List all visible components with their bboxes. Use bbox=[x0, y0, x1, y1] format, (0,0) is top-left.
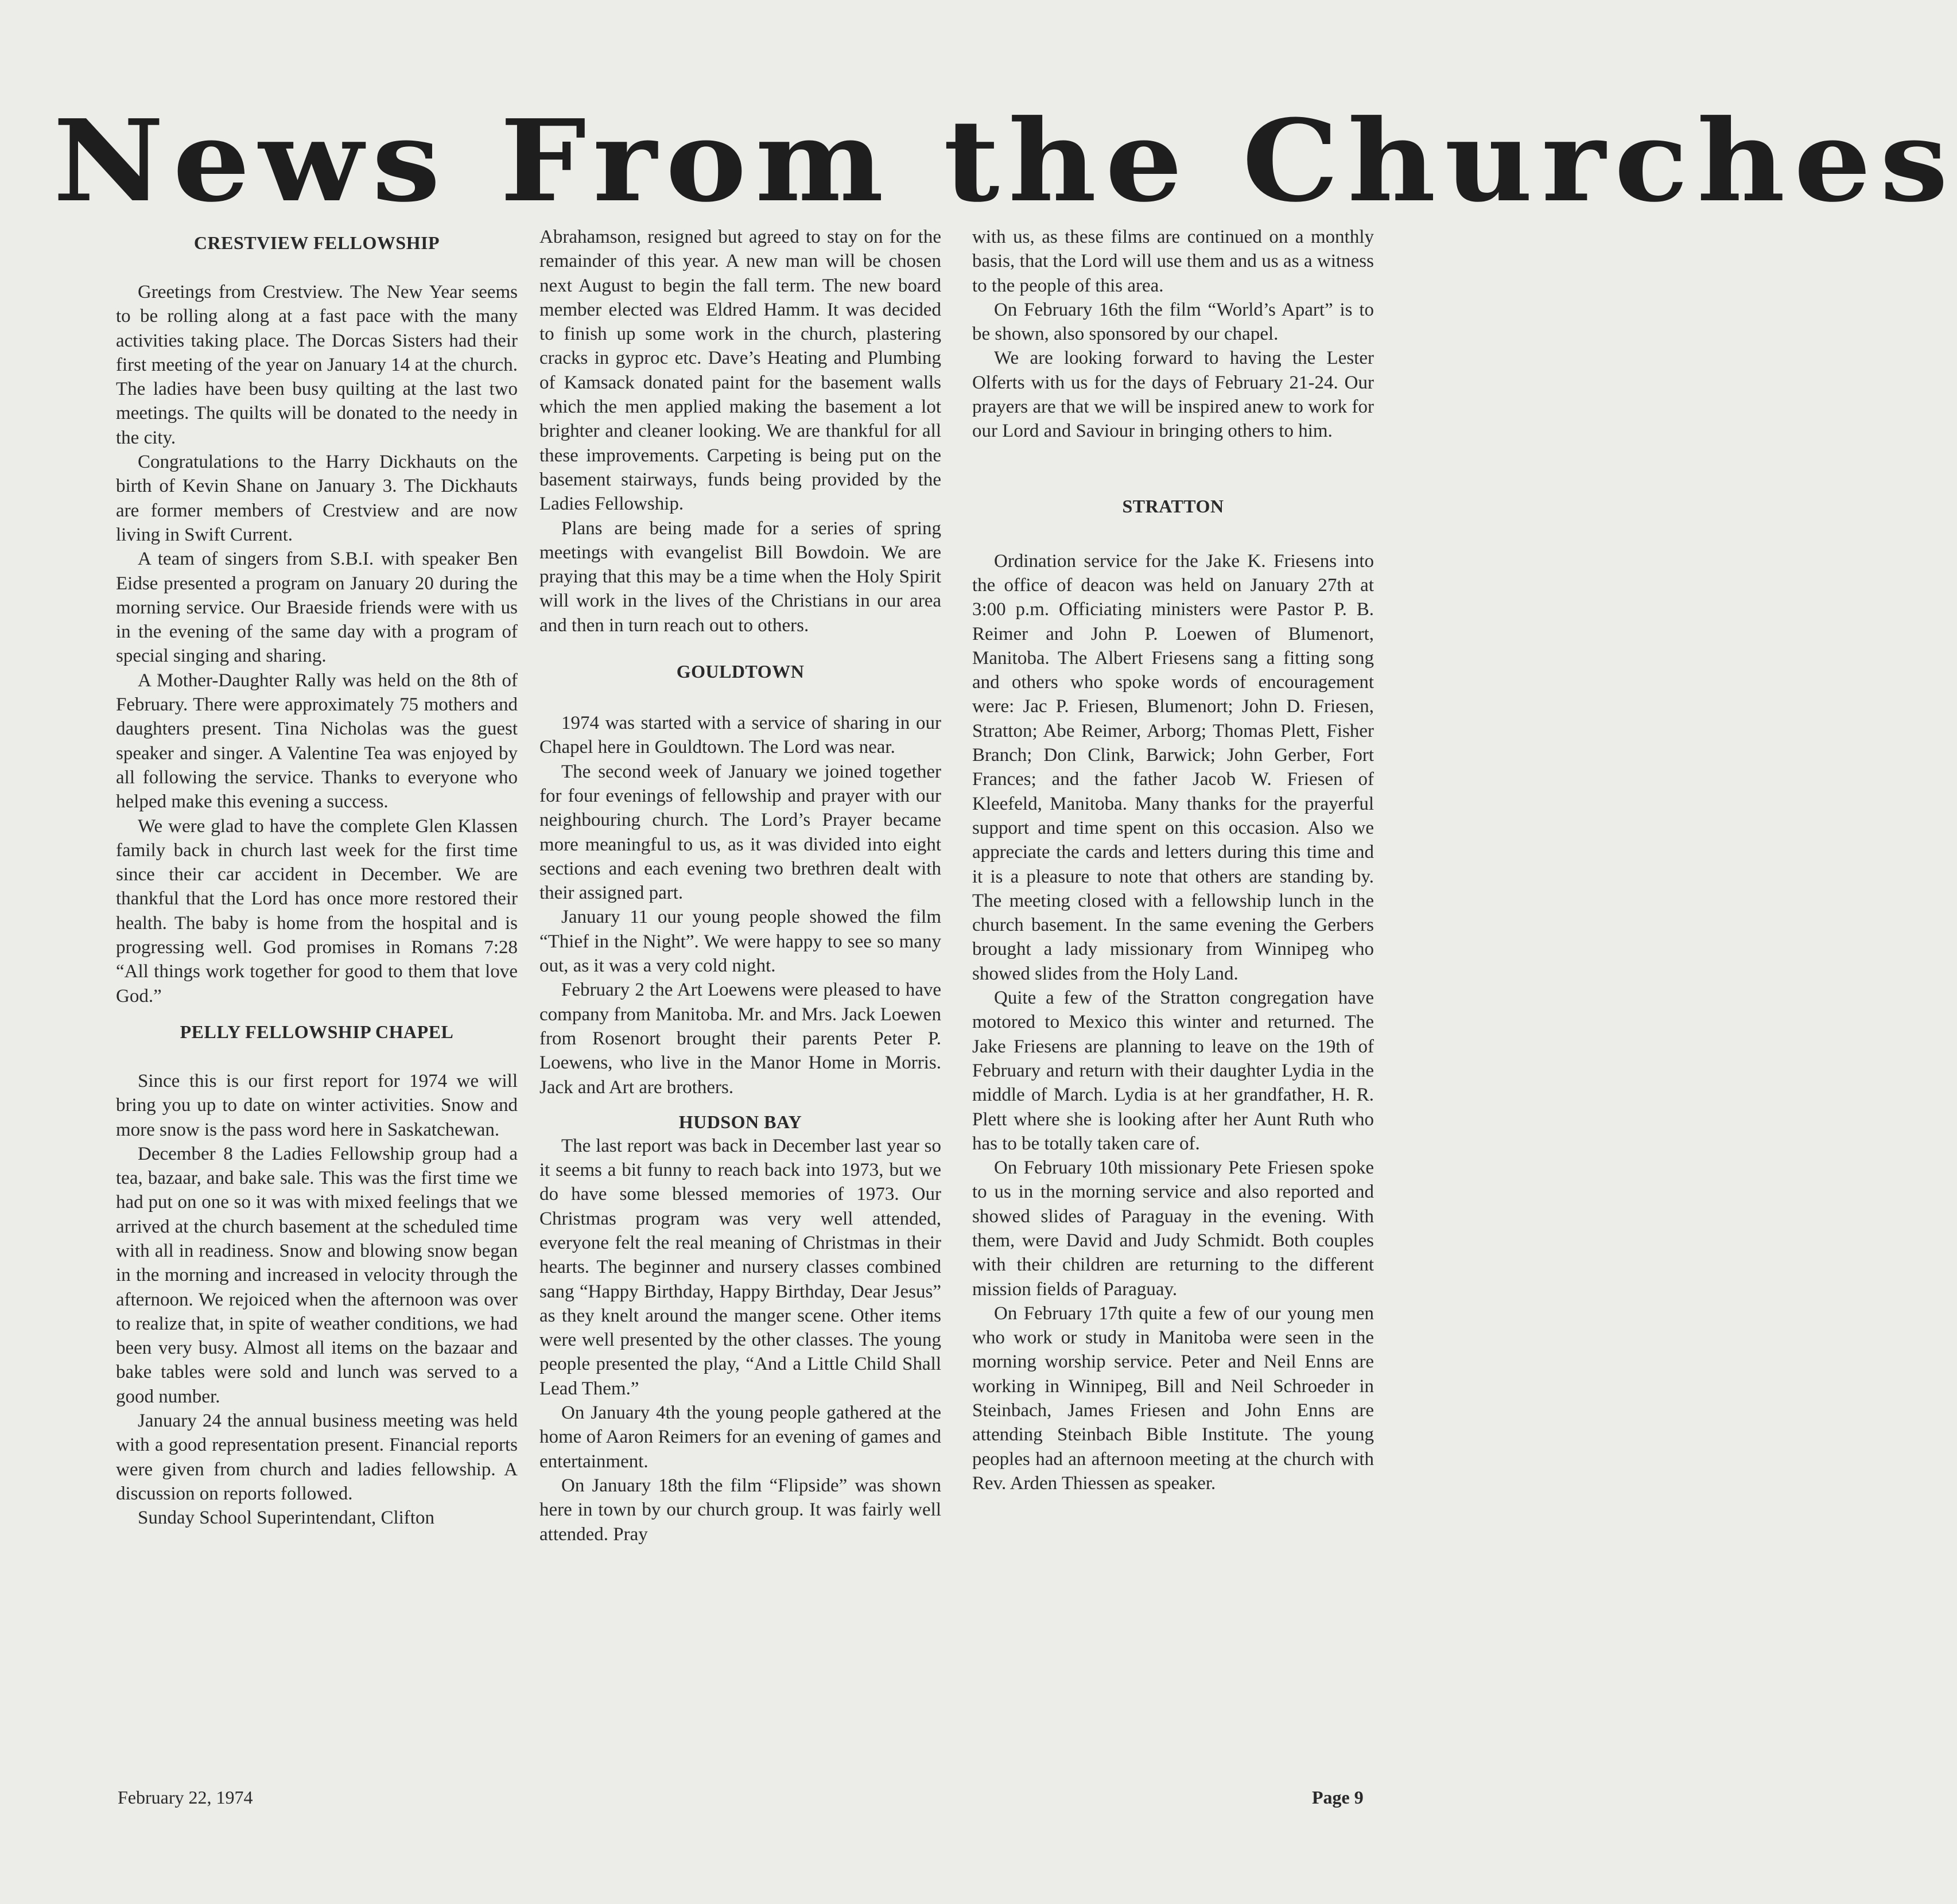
paragraph: Greetings from Crestview. The New Year seems to be rolling along at a fast pace with the many activities taking place. The Dorcas Sisters had their first meeting of the year on January 14 at the church. The ladies have been busy quilting at the last two meetings. The quilts will be donated to the needy in the city. bbox=[116, 282, 518, 448]
paragraph: A team of singers from S.B.I. with speaker Ben Eidse presented a program on January 20 during the morning service. Our Braeside friends were with us in the evening of the same day with a program of special singing and sharing. bbox=[116, 549, 518, 667]
issue-date: February 22, 1974 bbox=[118, 1787, 253, 1808]
paragraph: Ordination service for the Jake K. Friesens into the office of deacon was held on January 27th at 3:00 p.m. Officiating ministers were Pastor P. B. Reimer and John P. Loewen of Blumenort, Manitoba. The Albert Friesens sang a fitting song and others who spoke words of encouragement were: Jac P. Friesen, Blumenort; John D. Friesen, Stratton; Abe Reimer, Arborg; Thomas Plett, Fisher Branch; Don Clink, Barwick; John Gerber, Fort Frances; and the father Jacob W. Friesen of Kleefeld, Manitoba. Many thanks for the prayerful support and time spent on this occasion. Also we appreciate the cards and letters during this time and it is a pleasure to note that others are standing by. The meeting closed with a fellowship lunch in the church basement. In the same evening the Gerbers brought a lady missionary from Winnipeg who showed slides from the Holy Land. bbox=[972, 550, 1374, 984]
paragraph: On February 16th the film “World’s Apart” is to be shown, also sponsored by our chapel. bbox=[972, 299, 1374, 345]
paragraph-continued: Abrahamson, resigned but agreed to stay on for the remainder of this year. A new man will be chosen next August to begin the fall term. The new board member elected was Eldred Hamm. It was decided to finish up some work in the church, plastering cracks in gyproc etc. Dave’s Heating and Plumbing of Kamsack donated paint for the basement walls which the men applied making the basement a lot brighter and cleaner looking. We are thankful for all these improvements. Carpeting is being put on the basement stairways, funds being provided by the Ladies Fellowship. bbox=[539, 227, 941, 515]
paragraph: Sunday School Superintendant, Clifton bbox=[138, 1507, 434, 1529]
paragraph: January 11 our young people showed the film “Thief in the Night”. We were happy to see so many out, as it was a very cold night. bbox=[539, 907, 941, 977]
section-heading-hudson-bay: HUDSON BAY bbox=[678, 1111, 802, 1132]
column-1 bbox=[116, 225, 518, 1774]
section-heading-pelly: PELLY FELLOWSHIP CHAPEL bbox=[180, 1021, 454, 1042]
paragraph: We are looking forward to having the Lester Olferts with us for the days of February 21-24. Our prayers are that we will be inspired anew to work for our Lord and Saviour in bringing others to him. bbox=[972, 348, 1374, 442]
paragraph: Congratulations to the Harry Dickhauts on the birth of Kevin Shane on January 3. The Dickhauts are former members of Crestview and are now living in Swift Current. bbox=[116, 452, 518, 545]
paragraph: A Mother-Daughter Rally was held on the 8th of February. There were approximately 75 mothers and daughters present. Tina Nicholas was the guest speaker and singer. A Valentine Tea was enjoyed by all following the service. Thanks to everyone who helped make this evening a success. bbox=[116, 670, 518, 813]
paragraph: Since this is our first report for 1974 we will bring you up to date on winter activities. Snow and more snow is the pass word here in Saskatchewan. bbox=[116, 1070, 518, 1140]
paragraph: 1974 was started with a service of sharing in our Chapel here in Gouldtown. The Lord was near. bbox=[539, 713, 941, 758]
column-3 bbox=[972, 225, 1374, 1774]
paragraph: On January 18th the film “Flipside” was shown here in town by our church group. It was fairly well attended. Pray bbox=[539, 1475, 941, 1545]
paragraph: December 8 the Ladies Fellowship group had a tea, bazaar, and bake sale. This was the first time we had put on one so it was with mixed feelings that we arrived at the church basement at the scheduled time with all in readiness. Snow and blowing snow began in the morning and increased in velocity through the afternoon. We rejoiced when the afternoon was over to realize that, in spite of weather conditions, we had been very busy. Almost all items on the bazaar and bake tables were sold and lunch was served to a good number. bbox=[116, 1143, 518, 1407]
paragraph: January 24 the annual business meeting was held with a good representation present. Financial reports were given from church and ladies fellowship. A discussion on reports followed. bbox=[116, 1410, 518, 1504]
paragraph: The second week of January we joined together for four evenings of fellowship and prayer with our neighbouring church. The Lord’s Prayer became more meaningful to us, as it was divided into eight sections and each evening two brethren dealt with their assigned part. bbox=[539, 761, 941, 904]
section-heading-crestview: CRESTVIEW FELLOWSHIP bbox=[193, 232, 440, 253]
section-heading-gouldtown: GOULDTOWN bbox=[676, 661, 805, 682]
paragraph: On February 17th quite a few of our young men who work or study in Manitoba were seen in the morning worship service. Peter and Neil Enns are working in Winnipeg, Bill and Neil Schroeder in Steinbach, James Friesen and John Enns are attending Steinbach Bible Institute. The young peoples had an afternoon meeting at the church with Rev. Arden Thiessen as speaker. bbox=[972, 1303, 1374, 1494]
paragraph: We were glad to have the complete Glen Klassen family back in church last week for the first time since their car accident in December. We are thankful that the Lord has once more restored their health. The baby is home from the hospital and is progressing well. God promises in Romans 7:28 “All things work together for good to them that love God.” bbox=[116, 815, 518, 1007]
paragraph: Plans are being made for a series of spring meetings with evangelist Bill Bowdoin. We are praying that this may be a time when the Holy Spirit will work in the lives of the Christians in our area and then in turn reach out to others. bbox=[539, 518, 941, 636]
section-heading-stratton: STRATTON bbox=[1122, 495, 1224, 516]
masthead-title: News From the Churches bbox=[53, 95, 1957, 227]
paragraph: February 2 the Art Loewens were pleased to have company from Manitoba. Mr. and Mrs. Jack Loewen from Rosenort brought their parents Peter P. Loewens, who live in the Manor Home in Morris. Jack and Art are brothers. bbox=[539, 980, 941, 1098]
paragraph: Quite a few of the Stratton congregation have motored to Mexico this winter and returned. The Jake Friesens are planning to leave on the 19th of February and return with their daughter Lydia in the middle of March. Lydia is at her grandfather, H. R. Plett where she is looking after her Aunt Ruth who has to be totally taken care of. bbox=[972, 988, 1374, 1154]
paragraph: On January 4th the young people gathered at the home of Aaron Reimers for an evening of games and entertainment. bbox=[539, 1402, 941, 1472]
paragraph: On February 10th missionary Pete Friesen spoke to us in the morning service and also reported and showed slides of Paraguay in the evening. With them, were David and Judy Schmidt. Both couples with their children are returning to the different mission fields of Paraguay. bbox=[972, 1157, 1374, 1300]
column-2 bbox=[539, 225, 941, 1774]
paragraph-continued: with us, as these films are continued on a monthly basis, that the Lord will use them and us as a witness to the people of this area. bbox=[972, 227, 1374, 296]
paragraph: The last report was back in December last year so it seems a bit funny to reach back into 1973, but we do have some blessed memories of 1973. Our Christmas program was very well attended, everyone felt the real meaning of Christmas in their hearts. The beginner and nursery classes combined sang “Happy Birthday, Happy Birthday, Dear Jesus” as they knelt around the manger scene. Other items were well presented by the other classes. The young people presented the play, “And a Little Child Shall Lead Them.” bbox=[539, 1135, 941, 1399]
page-number: Page 9 bbox=[1312, 1787, 1364, 1808]
